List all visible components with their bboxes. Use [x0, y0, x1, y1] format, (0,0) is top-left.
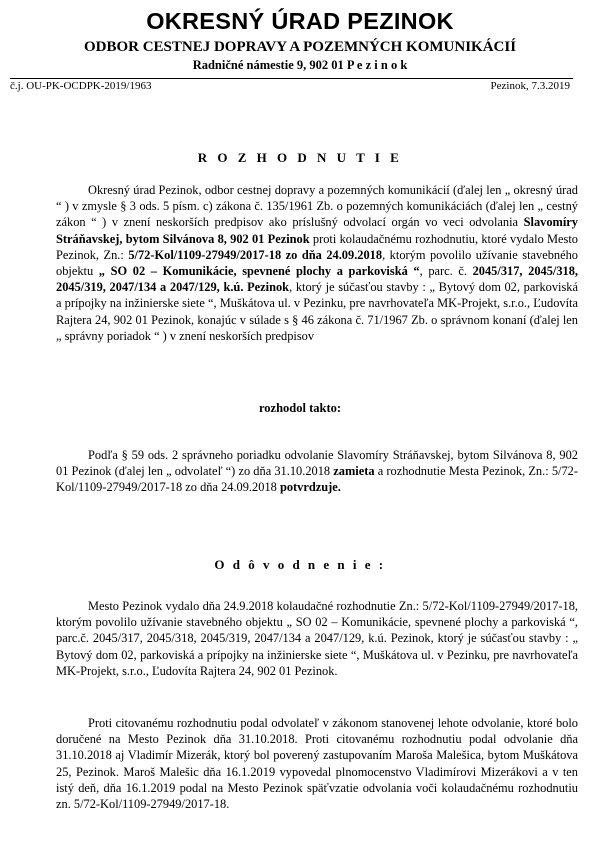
object-name-bold: „ SO 02 – Komunikácie, spevnené plochy a parkoviská “ — [98, 264, 420, 279]
intro-text-5: , ktorý je súčasťou stavby : „ Bytový dom 02, parkoviská a prípojky na inžinierske siete “, Muškátova ul. v Pezinku, pre navrhovateľa MK-Projekt, s.r.o., Ľudovíta Rajtera 24, 902 01 Pezinok, konajúc v súlade s § 46 zákona č. 71/1967 Zb. o správnom konaní (ďalej len „ správny poriadok “ ) v znení neskorších predpisov — [56, 280, 578, 343]
office-name: OKRESNÝ ÚRAD PEZINOK — [146, 8, 454, 34]
department-name: ODBOR CESTNEJ DOPRAVY A POZEMNÝCH KOMUNIKÁCIÍ — [83, 39, 517, 55]
header-divider — [10, 78, 573, 79]
reasoning-text-2: Proti citovanému rozhodnutiu podal odvolateľ v zákonom stanovenej lehote odvolanie, ktoré bolo doručené na Mesto Pezinok dňa 31.10.2018. Proti citovanému rozhodnutiu podal odvolanie dňa 31.10.2018 aj Vladimír Mizerák, ktorý bol poverený zastupovaním Maroša Malešica, bytom Muškátova 25, Pezinok. Maroš Malešic dňa 16.1.2019 vypovedal plnomocenstvo Vladimírovi Mizerákovi a v ten istý deň, dňa 16.1.2019 podal na Mesto Pezinok späťvzatie odvolania voči kolaudačnému rozhodnutiu zn. 5/72-Kol/1109-27949/2017-18. — [56, 716, 578, 812]
intro-text-4: , parc. č. — [419, 264, 473, 279]
place-date: Pezinok, 7.3.2019 — [490, 80, 570, 92]
verdict-text-2: a rozhodnutie Mesta Pezinok, Zn.: 5/72-Kol/1109-27949/2017-18 zo dňa 24.09.2018 — [56, 464, 578, 495]
reasoning-title: O d ô v o d n e n i e : — [214, 557, 386, 572]
verdict-confirms: potvrdzuje. — [279, 480, 341, 495]
file-number: č.j. OU-PK-OCDPK-2019/1963 — [10, 80, 152, 92]
decided-heading: rozhodol takto: — [258, 401, 342, 415]
reasoning-paragraph-1 — [56, 598, 578, 679]
verdict-text-1: Podľa § 59 ods. 2 správneho poriadku odvolanie Slavomíry Stráňavskej, bytom Silvánova 8, 902 01 Pezinok (ďalej len „ odvolateľ “) zo dňa 31.10.2018 — [56, 448, 578, 479]
reasoning-text-1: Mesto Pezinok vydalo dňa 24.9.2018 kolaudačné rozhodnutie Zn.: 5/72-Kol/1109-27949/2017-18, ktorým povolilo užívanie stavebného objektu „ SO 02 – Komunikácie, spevnené plochy a parkoviská “, parc.č. 2045/317, 2045/318, 2045/319, 2047/134 a 2047/129, k.ú. Pezinok, ktorý je súčasťou stavby : „ Bytový dom 02, parkoviská a prípojky na inžinierske siete “, Muškátova ul. v Pezinku, pre navrhovateľa MK-Projekt, s.r.o., Ľudovíta Rajtera 24, 902 01 Pezinok. — [56, 599, 578, 678]
parcels-bold: 2045/317, 2045/318, 2045/319, 2047/134 a 2047/129, k.ú. Pezinok — [56, 264, 579, 295]
intro-text-3: , ktorým povolilo užívanie stavebného objektu — [56, 247, 578, 279]
appellant-bold: Slavomíry Stráňavskej, bytom Silvánova 8, 902 01 Pezinok — [56, 215, 578, 246]
decision-ref-bold: 5/72-Kol/1109-27949/2017-18 zo dňa 24.09.2018 — [128, 247, 383, 262]
reasoning-paragraph-2 — [56, 715, 578, 812]
intro-text-2: proti kolaudačnému rozhodnutiu, ktoré vydalo Mesto Pezinok, Zn.: — [56, 231, 578, 262]
verdict-rejects: zamieta — [333, 464, 375, 479]
verdict-paragraph — [56, 447, 578, 496]
office-address: Radničné námestie 9, 902 01 P e z i n o k — [192, 58, 408, 72]
intro-text-1: Okresný úrad Pezinok, odbor cestnej dopravy a pozemných komunikácií (ďalej len „ okresný úrad “ ) v zmysle § 3 ods. 5 písm. c) zákona č. 135/1961 Zb. o pozemných komunikáciách (ďalej len „ cestný zákon “ ) v znení neskorších predpisov ako príslušný odvolací orgán vo veci odvolania — [56, 183, 578, 230]
decision-title: R O Z H O D N U T I E — [197, 150, 403, 165]
intro-paragraph — [56, 182, 578, 344]
